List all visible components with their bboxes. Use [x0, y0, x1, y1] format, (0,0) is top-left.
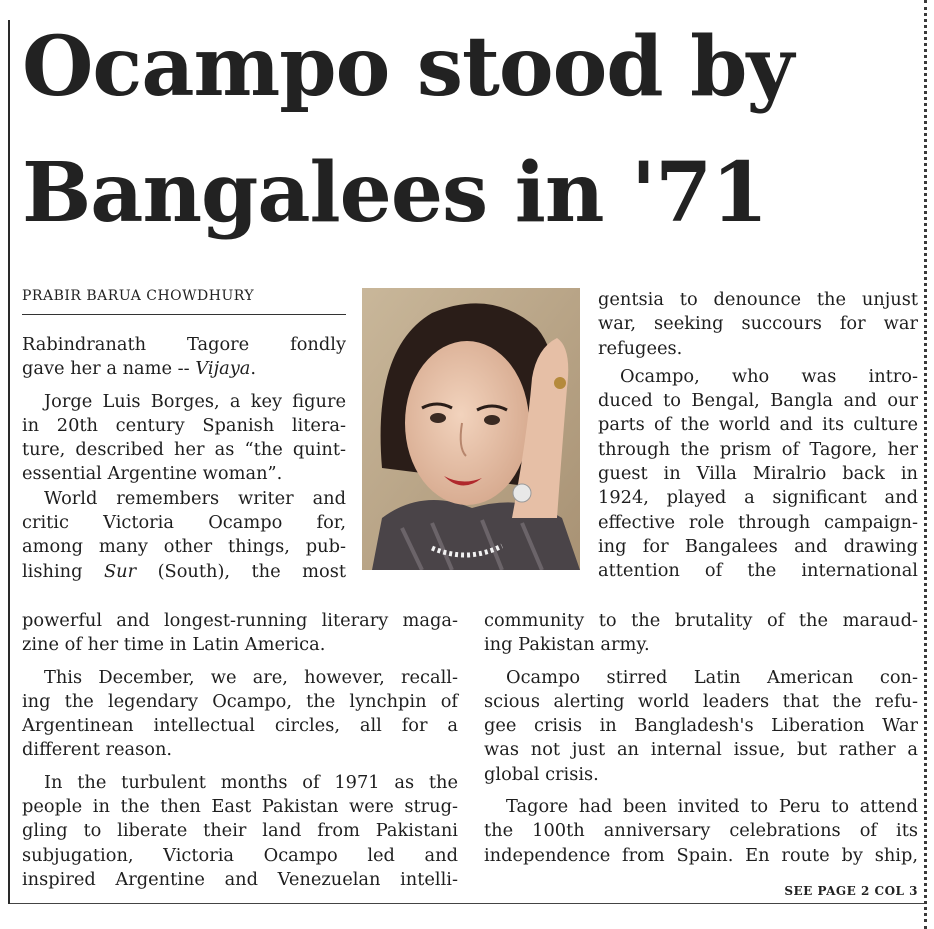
text-line: Argentinean intellectual circles, all for a — [22, 715, 458, 737]
text-line: attention of the international — [598, 560, 918, 582]
text-line: zine of her time in Latin America. — [22, 634, 326, 656]
text-fragment: gave her a name -- — [22, 358, 190, 380]
text-line: Tagore had been invited to Peru to attend — [506, 796, 918, 818]
text-line: Ocampo stirred Latin American con- — [506, 666, 918, 688]
text-line: duced to Bengal, Bangla and our — [598, 390, 918, 412]
text-line: In the turbulent months of 1971 as the — [44, 771, 458, 793]
text-line: war, seeking succours for war — [598, 313, 918, 335]
continuation-link[interactable]: SEE PAGE 2 COL 3 — [784, 884, 918, 898]
emphasis: Vijaya — [195, 358, 251, 380]
text-line: ture, described her as “the quint- — [22, 439, 346, 461]
text-line: was not just an internal issue, but rather a — [484, 739, 918, 761]
portrait-photo-icon — [362, 288, 580, 570]
article-column-1-top — [22, 333, 346, 584]
text-line: powerful and longest-running literary maga- — [22, 610, 458, 631]
text-line: guest in Villa Miralrio back in — [598, 463, 918, 485]
text-line: effective role through campaign- — [598, 511, 918, 533]
left-column-rule — [8, 20, 10, 904]
text-line: parts of the world and its culture — [598, 414, 918, 436]
text-line: through the prism of Tagore, her — [598, 438, 918, 460]
text-fragment: . — [250, 358, 256, 380]
text-line: global crisis. — [484, 763, 599, 785]
text-fragment: (South), the most — [157, 560, 346, 582]
text-line: ing for Bangalees and drawing — [598, 535, 918, 557]
text-line: among many other things, pub- — [22, 536, 346, 558]
text-line: different reason. — [22, 739, 173, 761]
headline-line-1: Ocampo stood by — [22, 19, 794, 115]
text-line: inspired Argentine and Venezuelan intelli- — [22, 868, 458, 890]
text-line: This December, we are, however, recall- — [44, 666, 458, 688]
emphasis: Sur — [103, 560, 137, 582]
right-dotted-rule — [924, 0, 927, 929]
text-line: 1924, played a significant and — [598, 487, 918, 509]
text-line: Jorge Luis Borges, a key figure — [44, 390, 346, 412]
text-line: gee crisis in Bangladesh's Liberation War — [484, 715, 918, 737]
text-line — [22, 560, 346, 584]
text-line: refugees. — [598, 337, 683, 359]
text-line: people in the then East Pakistan were strug- — [22, 796, 458, 818]
portrait-photo — [362, 288, 580, 570]
text-line: ing the legendary Ocampo, the lynchpin of — [22, 690, 458, 712]
text-line: Ocampo, who was intro- — [620, 365, 918, 387]
text-line: critic Victoria Ocampo for, — [22, 512, 346, 534]
text-line: independence from Spain. En route by ship, — [484, 844, 918, 866]
article-column-2-bottom — [484, 609, 918, 868]
text-fragment: lishing — [22, 560, 83, 582]
text-line: essential Argentine woman”. — [22, 463, 283, 485]
text-line: gentsia to denounce the unjust — [598, 289, 918, 310]
text-line: community to the brutality of the maraud- — [484, 610, 918, 631]
byline: PRABIR BARUA CHOWDHURY — [22, 288, 255, 304]
byline-rule — [22, 314, 346, 315]
article-column-1-bottom — [22, 609, 458, 892]
article-column-2-top — [598, 288, 918, 584]
text-line: subjugation, Victoria Ocampo led and — [22, 844, 458, 866]
text-line: gling to liberate their land from Pakistani — [22, 820, 458, 842]
text-line: World remembers writer and — [44, 487, 346, 509]
text-line: in 20th century Spanish litera- — [22, 414, 346, 436]
text-line: Rabindranath Tagore fondly — [22, 334, 346, 355]
bottom-rule — [10, 903, 924, 904]
text-line: scious alerting world leaders that the refu- — [484, 690, 918, 712]
text-line: ing Pakistan army. — [484, 634, 650, 656]
text-line: the 100th anniversary celebrations of its — [484, 820, 918, 842]
text-line — [22, 357, 346, 381]
headline-line-2: Bangalees in '71 — [22, 145, 768, 241]
